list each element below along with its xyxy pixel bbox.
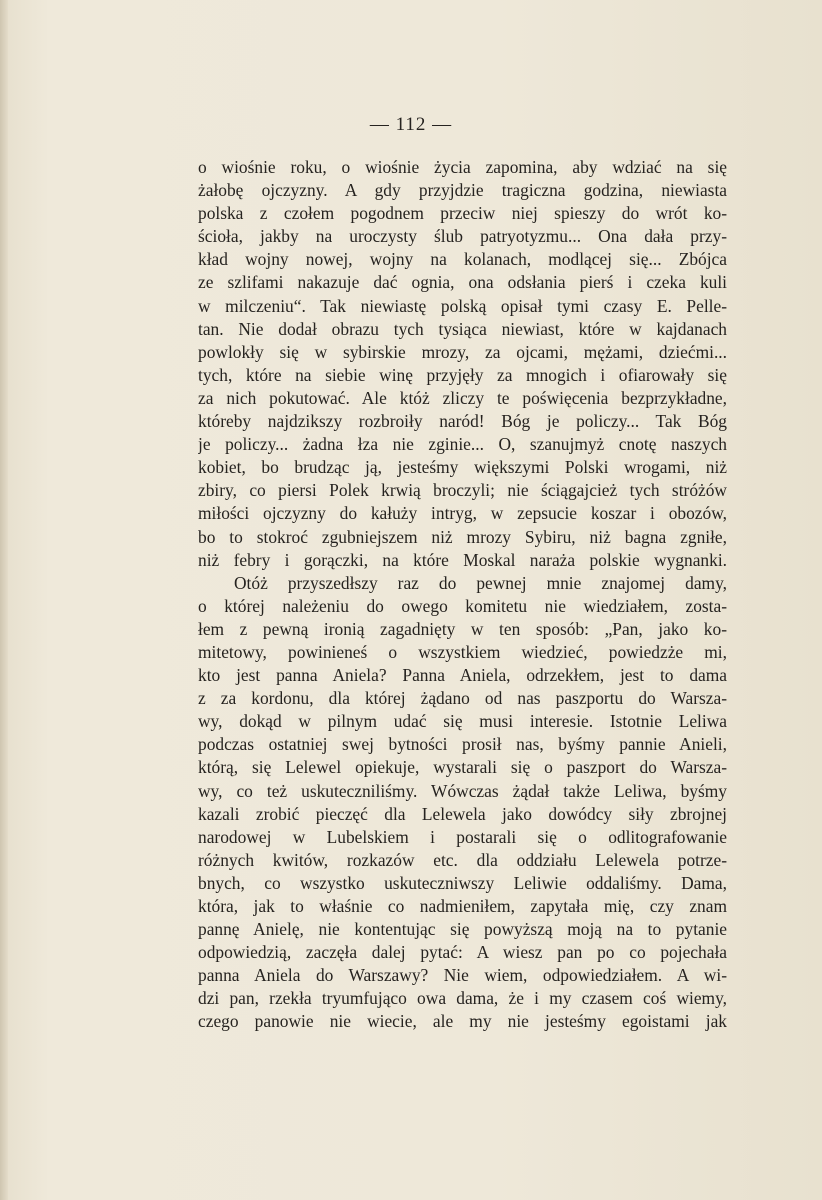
text-line: polska z czołem pogodnem przeciw niej spieszy do wrót ko- [198,203,727,224]
text-line: powlokły się w sybirskie mrozy, za ojcami, mężami, dziećmi... [198,341,727,362]
text-line: w milczeniu“. Tak niewiastę polską opisał tymi czasy E. Pelle- [198,295,727,316]
text-line: odpowiedzią, zaczęła dalej pytać: A wiesz pan po co pojechała [198,942,727,963]
text-line: któreby najdzikszy rozbroiły naród! Bóg je policzy... Tak Bóg [198,411,727,432]
text-line: miłości ojczyzny do kałuży intryg, w zepsucie koszar i obozów, [198,503,727,524]
text-line: którą, się Lelewel opiekuje, wystarali się o paszport do Warsza- [198,757,727,778]
text-line: niż febry i gorączki, na które Moskal naraża polskie wygnanki. [198,549,727,570]
text-line: ze szlifami nakazuje dać ognia, ona odsłania pierś i czeka kuli [198,272,727,293]
text-line: łem z pewną ironią zagadnięty w ten sposób: „Pan, jako ko- [198,618,727,639]
text-line: kobiet, bo brudząc ją, jesteśmy większymi Polski wrogami, niż [198,457,727,478]
text-line: kto jest panna Aniela? Panna Aniela, odrzekłem, jest to dama [198,665,727,686]
text-line: narodowej w Lubelskiem i postarali się o odlitografowanie [198,826,727,847]
text-line: różnych kwitów, rozkazów etc. dla oddziału Lelewela potrze- [198,849,727,870]
text-line: za nich pokutować. Ale któż zliczy te poświęcenia bezprzykładne, [198,387,727,408]
page-edge [0,0,8,1200]
text-line: tych, które na siebie winę przyjęły za mnogich i ofiarowały się [198,364,727,385]
text-line: je policzy... żadna łza nie zginie... O, szanujmyż cnotę naszych [198,434,727,455]
page-number: — 112 — [369,114,453,135]
text-line: wy, co też uskuteczniliśmy. Wówczas żądał także Leliwa, byśmy [198,780,727,801]
text-line: tan. Nie dodał obrazu tych tysiąca niewiast, które w kajdanach [198,318,727,339]
text-line: która, jak to właśnie co nadmieniłem, zapytała mię, czy znam [198,896,727,916]
text-line: żałobę ojczyzny. A gdy przyjdzie tragiczna godzina, niewiasta [198,180,727,201]
text-line: wy, dokąd w pilnym udać się musi interesie. Istotnie Leliwa [198,711,727,732]
text-line: pannę Anielę, nie kontentując się powyższą moją na to pytanie [198,919,727,940]
text-line: z za kordonu, dla której żądano od nas paszportu do Warsza- [198,688,727,709]
text-line: Otóż przyszedłszy raz do pewnej mnie znajomej damy, [234,572,727,593]
text-line: podczas ostatniej swej bytności prosił nas, byśmy pannie Anieli, [198,734,727,755]
text-line: czego panowie nie wiecie, ale my nie jesteśmy egoistami jak [198,1011,727,1032]
text-line: ścioła, jakby na uroczysty ślub patryotyzmu... Ona dała przy- [198,226,727,247]
text-line: o której należeniu do owego komitetu nie wiedziałem, zosta- [198,595,727,616]
text-line: o wiośnie roku, o wiośnie życia zapomina, aby wdziać na się [198,157,727,177]
body-text [198,156,727,1034]
text-line: dzi pan, rzekła tryumfująco owa dama, że i my czasem coś wiemy, [198,988,727,1009]
text-line: bo to stokroć zgubniejszem niż mrozy Sybiru, niż bagna zgniłe, [198,526,727,547]
text-line: bnych, co wszystko uskuteczniwszy Leliwie oddaliśmy. Dama, [198,872,727,893]
text-line: panna Aniela do Warszawy? Nie wiem, odpowiedziałem. A wi- [198,965,727,986]
text-line: kład wojny nowej, wojny na kolanach, modlącej się... Zbójca [198,249,727,270]
text-line: zbiry, co piersi Polek krwią broczyli; nie ściągajcież tych stróżów [198,480,727,501]
text-line: kazali zrobić pieczęć dla Lelewela jako dowódcy siły zbrojnej [198,803,727,824]
text-line: mitetowy, powinieneś o wszystkiem wiedzieć, powiedzże mi, [198,641,727,662]
